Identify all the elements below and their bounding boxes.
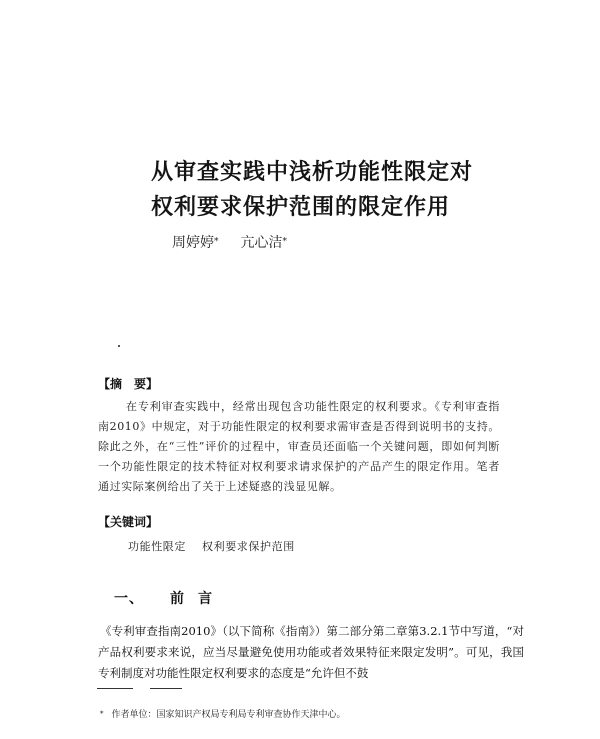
footnote-rule bbox=[97, 688, 133, 689]
abstract-body: 在专利审查实践中，经常出现包含功能性限定的权利要求。《专利审查指南2010》中规定，对于功能性限定的权利要求需审查是否得到说明书的支持。除此之外，在“三性”评价的过程中，审查员还面临一个关键问题，即如何判断一个功能性限定的技术特征对权利要求请求保护的产品产生的限定作用。笔者通过实际案例给出了关于上述疑惑的浅显见解。 bbox=[98, 400, 500, 493]
footnote bbox=[100, 708, 520, 721]
scan-speck bbox=[118, 345, 120, 347]
footnote-mark: * bbox=[100, 710, 104, 718]
author-affiliation-mark: * bbox=[214, 237, 219, 247]
keywords-list bbox=[128, 539, 428, 555]
paper-title-line-2: 权利要求保护范围的限定作用 bbox=[151, 195, 451, 220]
author-list bbox=[172, 233, 372, 253]
section-body: 《专利审查指南2010》（以下简称《指南》）第二部分第二章第3.2.1节中写道，“对产品权利要求来说，应当尽量避免使用功能或者效果特征来限定发明”。可见，我国专利制度对功能性限定权利要求的态度是“允许但不鼓 bbox=[98, 624, 524, 680]
section-heading bbox=[114, 589, 212, 609]
author-name: 周婷婷 bbox=[172, 235, 214, 251]
footnote-rule bbox=[150, 688, 182, 689]
section-number: 一、 bbox=[114, 591, 144, 607]
author-name: 亢心洁 bbox=[240, 235, 283, 251]
author-affiliation-mark: * bbox=[282, 237, 287, 247]
footnote-text: 作者单位：国家知识产权局专利局专利审查协作天津中心。 bbox=[111, 710, 346, 720]
keywords-heading: 【关键词】 bbox=[98, 515, 159, 529]
abstract-heading: 【摘 要】 bbox=[98, 377, 159, 391]
keyword: 功能性限定 bbox=[128, 540, 186, 553]
keyword: 权利要求保护范围 bbox=[202, 540, 295, 553]
paper-title-line-1: 从审查实践中浅析功能性限定对 bbox=[151, 160, 474, 185]
section-title: 前 言 bbox=[170, 591, 212, 607]
